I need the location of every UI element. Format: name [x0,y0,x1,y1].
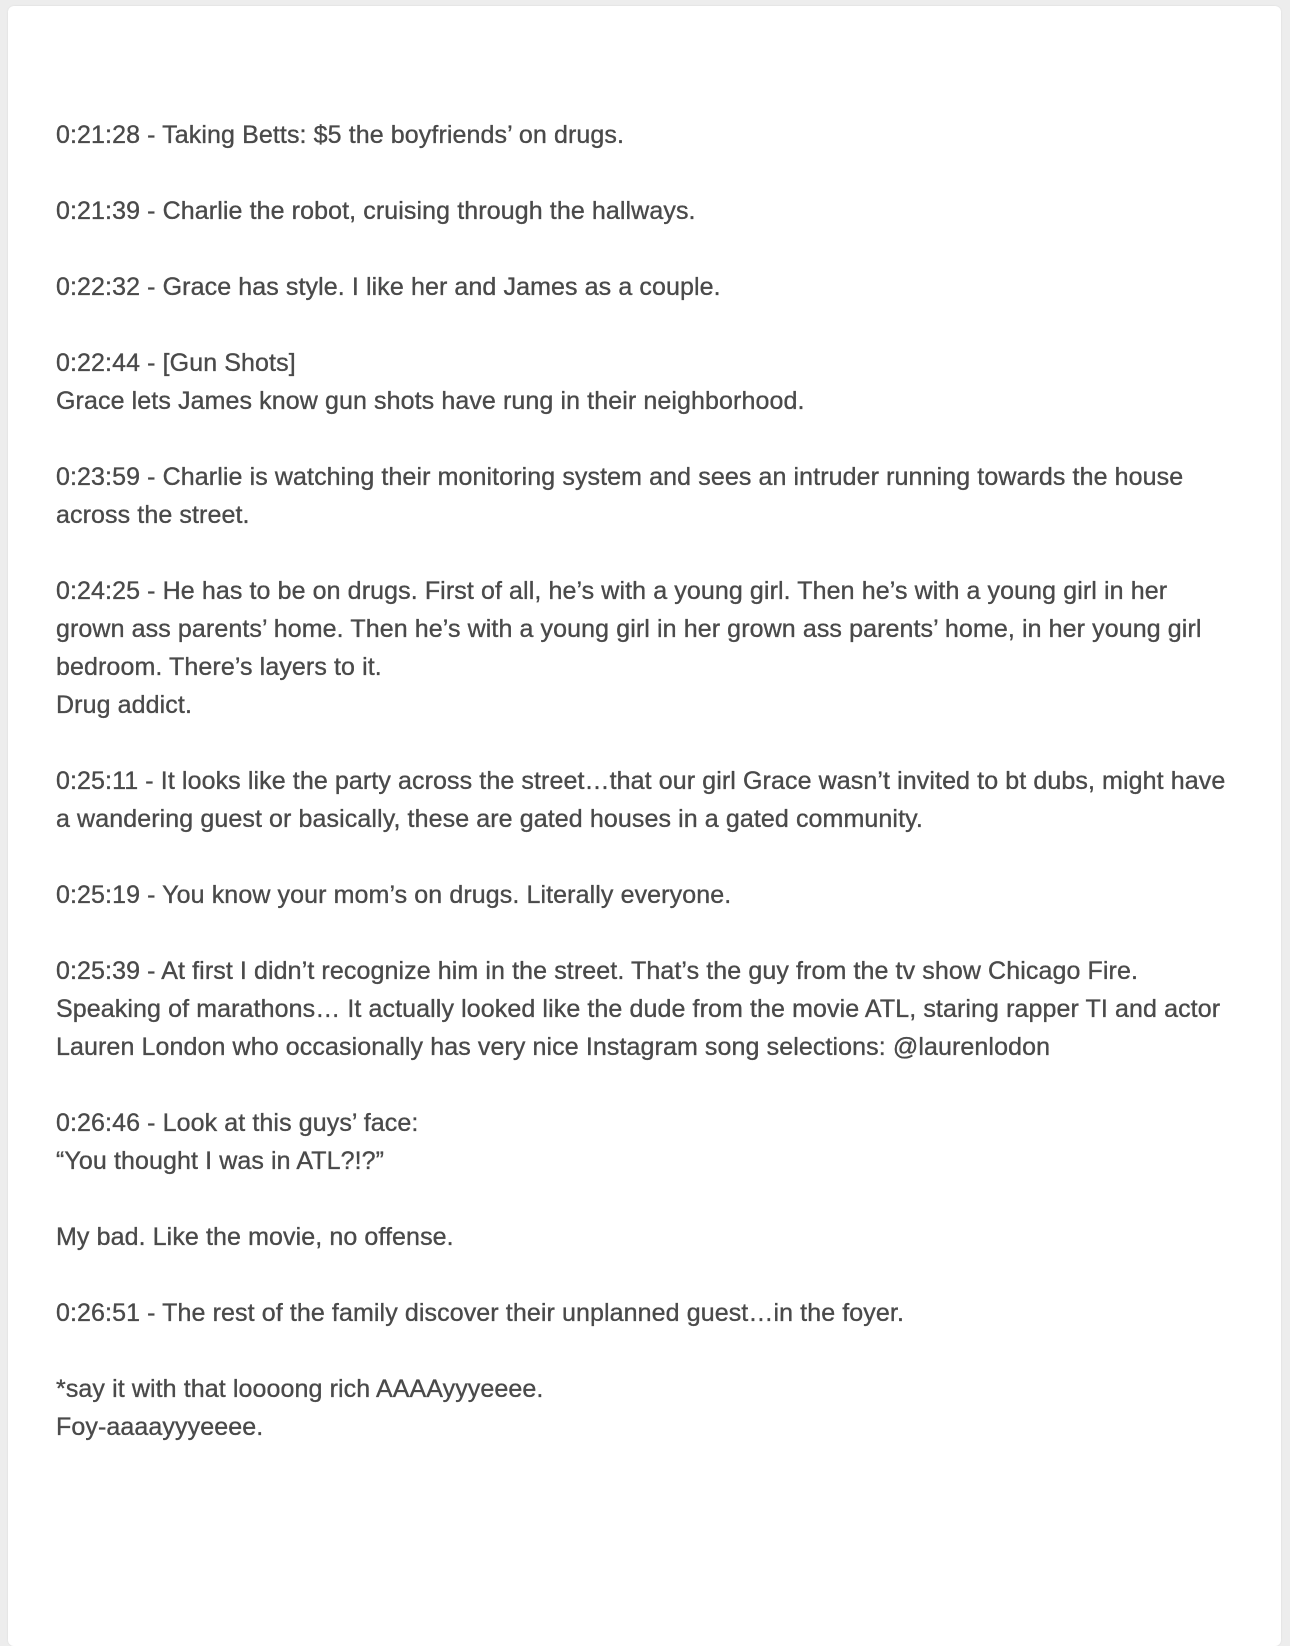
note-line: 0:21:39 - Charlie the robot, cruising through the hallways. [56,197,696,225]
note-line: Grace lets James know gun shots have rung in their neighborhood. [56,387,805,415]
note-entry[interactable] [56,762,1241,838]
note-line: 0:23:59 - Charlie is watching their monitoring system and sees an intruder running towards the house across the street. [56,463,1184,529]
note-line: 0:25:11 - It looks like the party across the street…that our girl Grace wasn’t invited to bt dubs, might have a wandering guest or basically, these are gated houses in a gated community. [56,767,1226,833]
note-entry[interactable] [56,344,1241,420]
note-line: Drug addict. [56,691,192,719]
note-line: 0:21:28 - Taking Betts: $5 the boyfriends’ on drugs. [56,121,625,149]
note-line: “You thought I was in ATL?!?” [56,1147,385,1175]
note-line: 0:25:19 - You know your mom’s on drugs. Literally everyone. [56,881,732,909]
note-entry[interactable] [56,1218,1241,1256]
note-entry[interactable] [56,572,1241,724]
note-line: 0:25:39 - At first I didn’t recognize him in the street. That’s the guy from the tv show Chicago Fire. Speaking of marathons… It actually looked like the dude from the movie ATL, staring rapper TI and actor Lauren London who occasionally has very nice Instagram song selections: @laurenlodon [56,957,1221,1061]
note-entry[interactable] [56,1294,1241,1332]
note-entry[interactable] [56,1104,1241,1180]
note-entry[interactable] [56,1370,1241,1446]
note-line: Foy-aaaayyyeeee. [56,1413,264,1441]
notes-page [8,6,1281,1646]
note-line: 0:22:44 - [Gun Shots] [56,349,296,377]
note-entry[interactable] [56,192,1241,230]
note-entry[interactable] [56,116,1241,154]
note-entry[interactable] [56,876,1241,914]
note-line: 0:24:25 - He has to be on drugs. First of all, he’s with a young girl. Then he’s with a young girl in her grown ass parents’ home. Then he’s with a young girl in her grown ass parents’ home, in her young girl bedroom. There’s layers to it. [56,577,1202,681]
note-line: 0:22:32 - Grace has style. I like her and James as a couple. [56,273,721,301]
note-line: *say it with that loooong rich AAAAyyyeeee. [56,1375,544,1403]
note-entry[interactable] [56,952,1241,1066]
note-entry[interactable] [56,458,1241,534]
note-entry[interactable] [56,268,1241,306]
note-line: 0:26:51 - The rest of the family discover their unplanned guest…in the foyer. [56,1299,904,1327]
note-line: 0:26:46 - Look at this guys’ face: [56,1109,419,1137]
note-line: My bad. Like the movie, no offense. [56,1223,454,1251]
